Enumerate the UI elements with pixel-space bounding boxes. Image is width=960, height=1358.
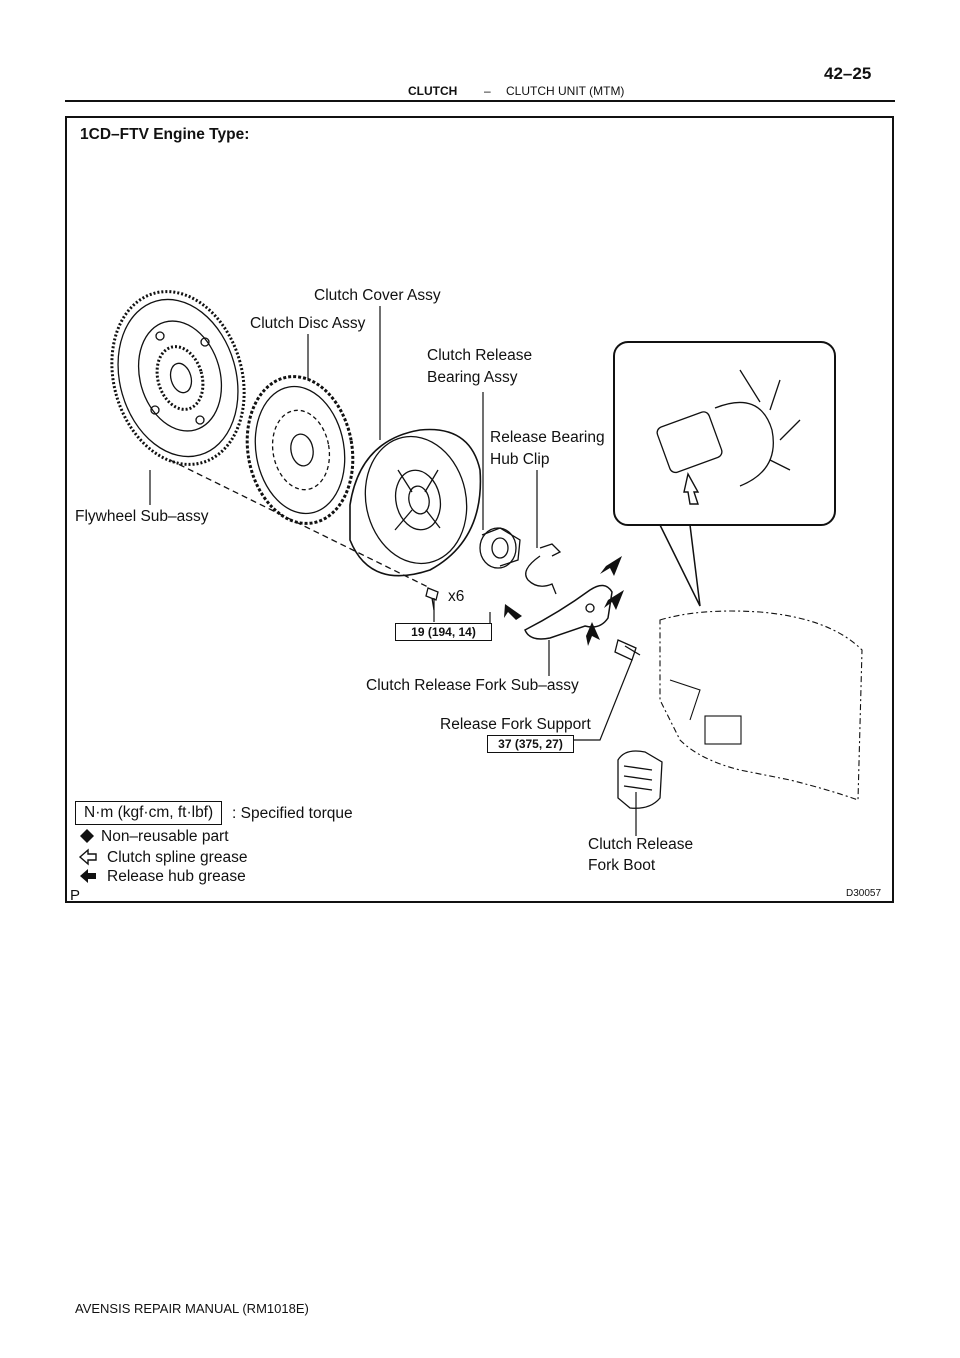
hub-grease-icon: [80, 869, 96, 883]
release-fork-drawing: [525, 585, 612, 639]
label-release-bearing-line2: Bearing Assy: [427, 369, 518, 386]
label-release-bearing-line1: Clutch Release: [427, 347, 533, 364]
subsection-title: CLUTCH UNIT (MTM): [506, 84, 625, 98]
legend-non-reusable: Non–reusable part: [101, 828, 229, 845]
transmission-drawing: [660, 611, 862, 800]
flywheel-bolt-drawing: [426, 588, 438, 610]
label-release-fork: Clutch Release Fork Sub–assy: [366, 677, 579, 694]
header-rule: [65, 100, 895, 102]
manual-footer: AVENSIS REPAIR MANUAL (RM1018E): [75, 1301, 309, 1316]
fork-support-drawing: [615, 640, 640, 660]
detail-inset: [614, 342, 835, 606]
figure-code: D30057: [846, 888, 882, 899]
section-title: CLUTCH: [408, 84, 458, 98]
non-reusable-icon: [80, 829, 94, 843]
clutch-disc-drawing: [236, 368, 364, 532]
engine-type-title: 1CD–FTV Engine Type:: [80, 126, 250, 143]
label-boot-line1: Clutch Release: [588, 836, 694, 853]
torque-flywheel-bolt: 19 (194, 14): [395, 623, 492, 641]
label-clutch-disc: Clutch Disc Assy: [250, 315, 366, 332]
spline-grease-icon: [80, 850, 96, 864]
legend-specified-torque: : Specified torque: [232, 805, 353, 822]
torque-fork-support: 37 (375, 27): [487, 735, 574, 753]
clutch-cover-drawing: [350, 427, 480, 576]
page-number: 42–25: [824, 64, 872, 83]
release-bearing-drawing: [480, 528, 520, 568]
label-hub-clip-line1: Release Bearing: [490, 429, 605, 446]
leader-lines: [150, 306, 636, 836]
legend-hub-grease: Release hub grease: [107, 868, 246, 885]
label-flywheel: Flywheel Sub–assy: [75, 508, 209, 525]
header-separator: –: [484, 84, 491, 98]
fork-boot-drawing: [618, 751, 662, 808]
flywheel-drawing: [92, 276, 264, 480]
label-boot-line2: Fork Boot: [588, 857, 656, 874]
label-hub-clip-line2: Hub Clip: [490, 451, 550, 468]
label-bolt-count: x6: [448, 588, 465, 605]
torque-unit-box: N·m (kgf·cm, ft·lbf): [75, 801, 222, 825]
label-fork-support: Release Fork Support: [440, 716, 591, 733]
hub-clip-drawing: [526, 544, 560, 594]
label-clutch-cover: Clutch Cover Assy: [314, 287, 441, 304]
legend-spline-grease: Clutch spline grease: [107, 849, 248, 866]
corner-mark: P: [70, 887, 81, 904]
